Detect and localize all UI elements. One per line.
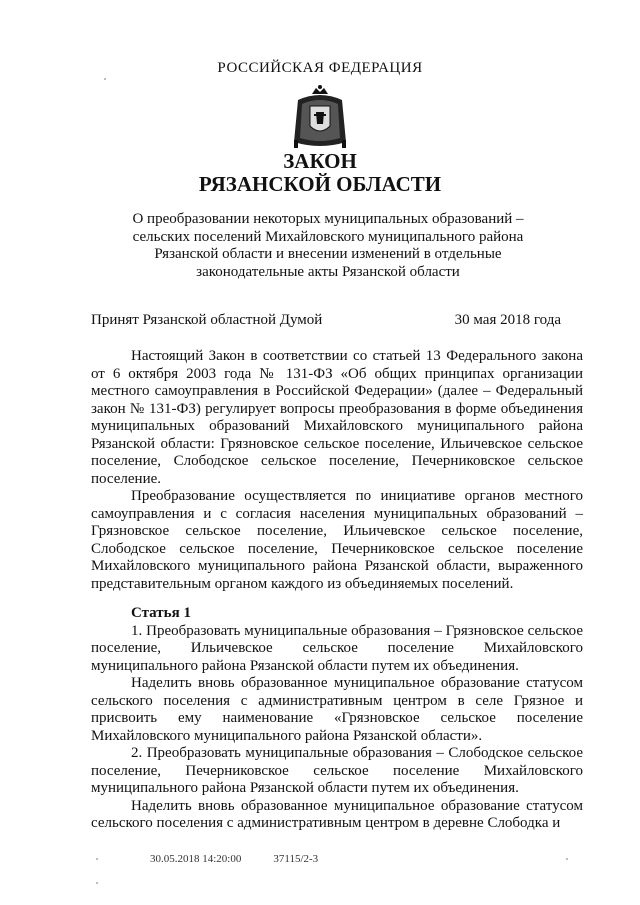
scan-footer [150, 853, 318, 865]
adopted-by: Принят Рязанской областной Думой [91, 312, 323, 328]
scan-speck [566, 858, 568, 860]
law-subtitle: О преобразовании некоторых муниципальных образований – сельских поселений Михайловского муниципального района Рязанской области и внесении изменений в отдельные законодательные акты Рязанской области [132, 211, 524, 280]
scan-speck [104, 78, 106, 80]
coat-of-arms-emblem [290, 84, 350, 150]
document-body [91, 348, 583, 833]
preamble-paragraph-1: Настоящий Закон в соответствии со статьей 13 Федерального закона от 6 октября 2003 года № 131-ФЗ «Об общих принципах организации местного самоуправления в Российской Федерации» (далее – Федеральный закон № 131-ФЗ) регулирует вопросы преобразования в форме объединения муниципальных образований Михайловского муниципального района Рязанской области: Грязновское сельское поселение, Ильичевское сельское поселение, Слободское сельское поселение, Печерниковское сельское поселение. [91, 348, 583, 487]
footer-doc-number: 37115/2-3 [273, 853, 319, 865]
article-1-paragraph-1: 1. Преобразовать муниципальные образования – Грязновское сельское поселение, Ильичевское сельское поселение Михайловского муниципального района Рязанской области путем их объединения. [91, 622, 583, 674]
law-title-line2: РЯЗАНСКОЙ ОБЛАСТИ [198, 172, 442, 196]
law-title-line1: ЗАКОН [283, 149, 357, 173]
article-1-paragraph-4: Наделить вновь образованное муниципальное образование статусом сельского поселения с административным центром в деревне Слободка и [91, 797, 583, 831]
article-1-paragraph-2: Наделить вновь образованное муниципальное образование статусом сельского поселения с административным центром в селе Грязное и присвоить ему наименование «Грязновское сельское поселение Михайловского муниципального района Рязанской области». [91, 675, 583, 744]
adopted-date: 30 мая 2018 года [454, 312, 561, 328]
article-1-paragraph-3: 2. Преобразовать муниципальные образования – Слободское сельское поселение, Печерниковское сельское поселение Михайловского муниципального района Рязанской области путем их объединения. [91, 745, 583, 796]
scan-speck [96, 858, 98, 860]
article-1-heading: Статья 1 [131, 605, 191, 621]
footer-timestamp: 30.05.2018 14:20:00 [150, 853, 242, 865]
adoption-line [91, 312, 561, 329]
scan-speck [96, 882, 98, 884]
preamble-paragraph-2: Преобразование осуществляется по инициативе органов местного самоуправления и с согласия населения муниципальных образований – Грязновское сельское поселение, Ильичевское сельское поселение, Слободское сельское поселение, Печерниковское сельское поселение Михайловского муниципального района Рязанской области, выраженного представительным органом каждого из объединяемых поселений. [91, 488, 583, 592]
country-heading: РОССИЙСКАЯ ФЕДЕРАЦИЯ [217, 60, 423, 76]
law-title [0, 150, 640, 196]
